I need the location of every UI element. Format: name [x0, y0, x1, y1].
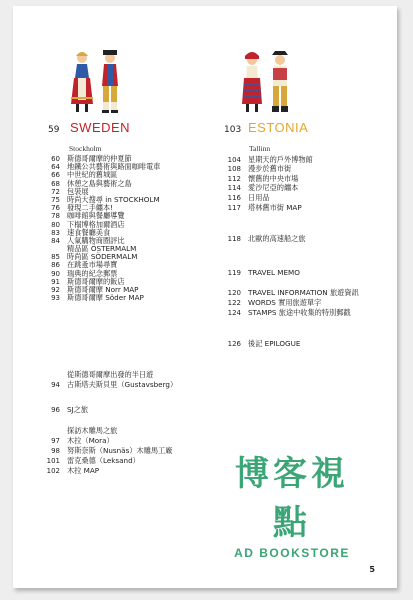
ad-bookstore-logo: [217, 446, 367, 560]
toc-entry[interactable]: 90 瑞典的紀念郵票: [51, 268, 118, 278]
estonia-entry-list: [221, 155, 313, 213]
toc-entry[interactable]: 101 雷克桑德（Leksand）: [46, 455, 140, 465]
toc-entry[interactable]: 124 STAMPS 旅途中收集的特別郵戳: [227, 307, 351, 317]
logo-english-text: AD BOOKSTORE: [234, 546, 350, 560]
toc-entry[interactable]: 92 斯德哥爾摩 Norr MAP: [51, 285, 139, 294]
toc-entry-high-speed-ship[interactable]: 118 北歐的高速船之旅: [227, 234, 306, 243]
toc-entry[interactable]: 117 塔林舊市街 MAP: [227, 202, 302, 212]
toc-entry[interactable]: 91 斯德哥爾摩的飯店: [51, 276, 125, 286]
toc-entry[interactable]: 64 地鐵公共藝術與路面咖啡電車: [51, 162, 161, 172]
sweden-page-number: 59: [48, 125, 60, 135]
toc-entry[interactable]: 84 人氣購物商圈評比: [51, 235, 125, 245]
toc-entry[interactable]: 97 木拉（Mora）: [51, 435, 114, 445]
toc-entry[interactable]: 120 TRAVEL INFORMATION 旅遊資訊: [227, 287, 359, 297]
toc-entry[interactable]: 93 斯德哥爾摩 Söder MAP: [51, 293, 144, 303]
toc-entry[interactable]: 86 在跳蚤市場尋寶: [51, 260, 118, 270]
estonia-page-number: 103: [224, 125, 242, 135]
toc-entry[interactable]: 98 努斯奈斯（Nusnäs）木雕馬工廠: [51, 445, 173, 455]
toc-entry[interactable]: 68 休憩之島與藝術之島: [51, 178, 132, 188]
toc-entry[interactable]: 108 漫步於舊市街: [227, 164, 292, 174]
toc-entry[interactable]: 精品區 ÖSTERMALM: [67, 244, 137, 254]
toc-entry[interactable]: 85 時尚區 SÖDERMALM: [51, 252, 138, 262]
toc-entry[interactable]: 116 日用品: [227, 193, 270, 203]
horse-trip-entry-list: [40, 436, 172, 476]
toc-entry[interactable]: 76 發現二手纏本!: [51, 203, 114, 213]
toc-entry[interactable]: 83 速食餐廳美食: [51, 227, 111, 237]
book-page: [13, 6, 397, 588]
toc-entry[interactable]: 102 木拉 MAP: [46, 465, 100, 475]
toc-entry[interactable]: 72 包裝展: [51, 186, 89, 196]
toc-entry[interactable]: 80 下榻博格加爾酒店: [51, 219, 125, 229]
memo-entry-list: [221, 288, 359, 318]
horse-trip-heading: 探訪木雕馬之旅: [67, 426, 118, 435]
toc-entry[interactable]: 60 斯德哥爾摩的仲夏節: [51, 154, 132, 163]
estonian-folk-couple-illustration: [235, 50, 299, 116]
logo-chinese-text: 博客視點: [235, 454, 349, 543]
swedish-woman-figure: [71, 52, 93, 112]
tallinn-label: Tallinn: [249, 144, 271, 153]
estonia-title: ESTONIA: [248, 120, 309, 135]
toc-entry-gustavsberg[interactable]: 94 古斯塔夫斯貝里（Gustavsberg）: [51, 380, 178, 389]
toc-entry[interactable]: 104 星期天的戶外博物館: [227, 154, 313, 164]
swedish-folk-couple-illustration: [65, 48, 129, 116]
sweden-title: SWEDEN: [70, 120, 131, 135]
excursion-heading: 從斯德哥爾摩出發的半日遊: [67, 370, 154, 379]
stockholm-label: Stockholm: [69, 144, 102, 153]
toc-entry[interactable]: 114 愛沙尼亞的纏本: [227, 183, 299, 193]
estonia-heading[interactable]: [224, 120, 308, 135]
toc-entry[interactable]: 122 WORDS 實用旅遊單字: [227, 297, 322, 307]
toc-entry-epilogue[interactable]: 126 後記 EPILOGUE: [227, 339, 301, 348]
sweden-heading[interactable]: [48, 120, 130, 135]
toc-entry-travel-memo[interactable]: 119 TRAVEL MEMO: [227, 268, 300, 277]
toc-entry[interactable]: 66 中世紀的舊城區: [51, 170, 118, 180]
toc-entry[interactable]: 78 咖啡館與餐廳導覽: [51, 211, 125, 221]
swedish-man-figure: [102, 50, 118, 113]
estonian-man-figure: [272, 51, 288, 112]
page-number: 5: [369, 565, 375, 574]
toc-entry-sj[interactable]: 96 SJ之旅: [51, 405, 89, 414]
sweden-entry-list: [40, 155, 160, 302]
toc-entry[interactable]: 75 時尚大搜尋 in STOCKHOLM: [51, 194, 160, 204]
toc-entry[interactable]: 112 懷舊的中央市場: [227, 173, 299, 183]
estonian-woman-figure: [242, 52, 262, 112]
